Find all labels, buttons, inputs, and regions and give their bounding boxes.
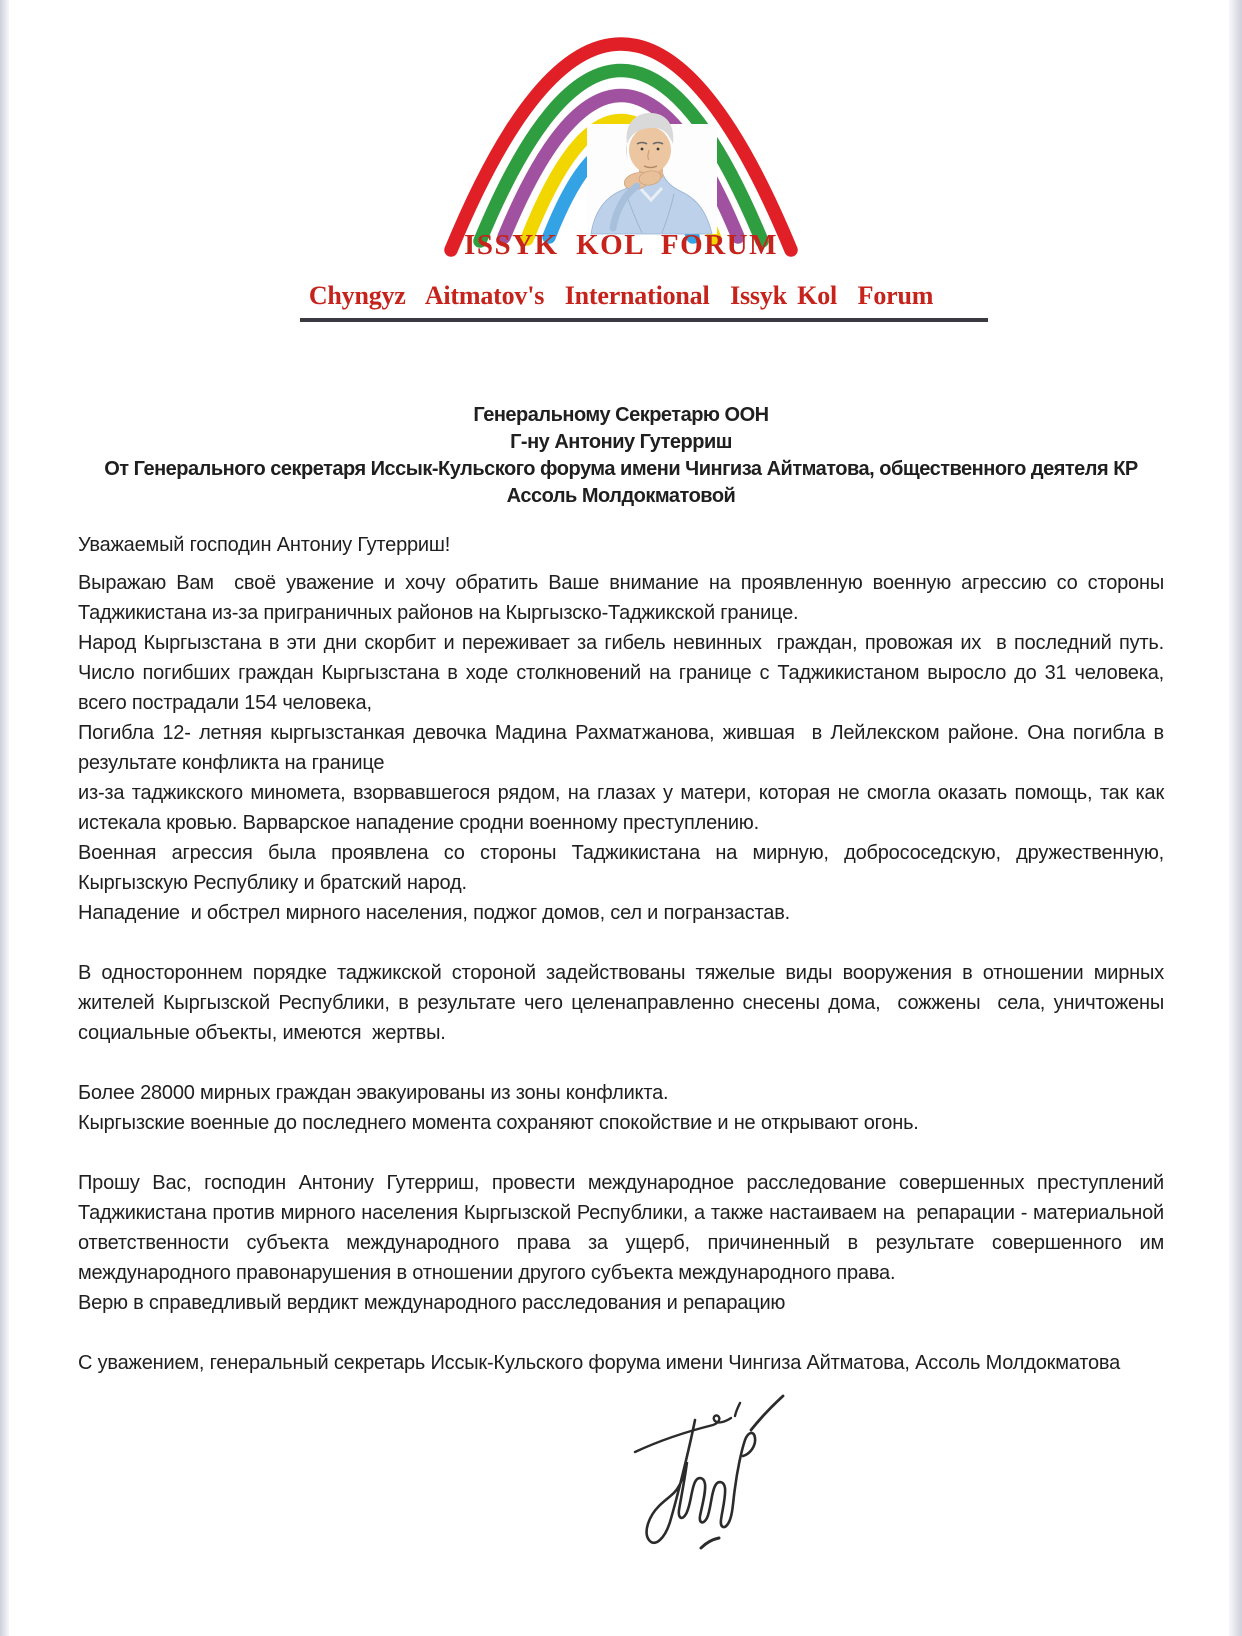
paragraph-block: [78, 1168, 1170, 1318]
recipient-line: Генеральному Секретарю ООН: [473, 404, 769, 426]
letter-content: [0, 402, 1242, 1560]
paragraph-line: Выражаю Вам своё уважение и хочу обратить Ваше внимание на проявленную военную агрессию со стороны Таджикистана из-за приграничных районов на Кыргызско-Таджикской границе.: [78, 572, 1170, 624]
aitmatov-portrait: [587, 113, 717, 234]
paragraph-block: [78, 1078, 1164, 1138]
paragraph-line: Более 28000 мирных граждан эвакуированы из зоны конфликта.: [78, 1082, 669, 1104]
letter-paragraphs: [78, 568, 1170, 1378]
paragraph-line: Кыргызские военные до последнего момента сохраняют спокойствие и не открывают огонь.: [78, 1112, 919, 1134]
paragraph-line: Военная агрессия была проявлена со стороны Таджикистана на мирную, добрососедскую, дружественную, Кыргызскую Республику и братский народ.: [78, 842, 1170, 894]
letterhead-rule: [300, 318, 988, 322]
paragraph-line: Прошу Вас, господин Антониу Гутерриш, провести международное расследование совершенных преступлений Таджикистана против мирного населения Кыргызской Республики, а также настаиваем на репарации - материальной ответственности субъекта международного права за ущерб, причиненный в результате совершенного им международного правонарушения в отношении другого субъекта международного права.: [78, 1172, 1170, 1284]
paragraph-line: Нападение и обстрел мирного населения, поджог домов, сел и погранзастав.: [78, 902, 790, 924]
logo-title: ISSYK KOL FORUM: [464, 229, 778, 261]
recipient-line: Ассоль Молдокматовой: [506, 485, 736, 507]
recipient-line: Г-ну Антониу Гутерриш: [510, 431, 732, 453]
paragraph-line: В одностороннем порядке таджикской стороной задействованы тяжелые виды вооружения в отношении мирных жителей Кыргызской Республики, в результате чего целенаправленно снесены дома, сожжены села, уничтожены социальные объекты, имеются жертвы.: [78, 962, 1170, 1044]
paragraph-block: [78, 958, 1170, 1048]
recipient-block: [78, 402, 1164, 510]
paragraph-line: Погибла 12- летняя кыргызстанкая девочка Мадина Рахматжанова, жившая в Лейлекском районе. Она погибла в результате конфликта на границе: [78, 722, 1170, 774]
greeting-line: Уважаемый господин Антониу Гутерриш!: [78, 534, 451, 556]
handwritten-signature: [613, 1390, 803, 1560]
paragraph-block: [78, 568, 1170, 928]
signature-area: [613, 1390, 803, 1560]
page-edge-right: [1229, 0, 1242, 1636]
logo-subtitle: Chyngyz Aitmatov's International Issyk Kol Forum: [308, 281, 934, 310]
page-edge-left: [0, 0, 9, 1636]
paragraph-line: Верю в справедливый вердикт международного расследования и репарацию: [78, 1292, 786, 1314]
recipient-line: От Генерального секретаря Иссык-Кульского форума имени Чингиза Айтматова, общественного деятеля КР: [104, 458, 1138, 480]
paragraph-line: С уважением, генеральный секретарь Иссык-Кульского форума имени Чингиза Айтматова, Ассоль Молдокматова: [78, 1352, 1121, 1374]
letterhead: [0, 0, 1242, 350]
paragraph-line: Народ Кыргызстана в эти дни скорбит и переживает за гибель невинных граждан, провожая их в последний путь. Число погибших граждан Кыргызстана в ходе столкновений на границе с Таджикистаном выросло до 31 человека, всего пострадали 154 человека,: [78, 632, 1170, 714]
paragraph-block: [78, 1348, 1164, 1378]
paragraph-line: из-за таджикского миномета, взорвавшегося рядом, на глазах у матери, которая не смогла оказать помощь, так как истекала кровью. Варварское нападение сродни военному преступлению.: [78, 782, 1170, 834]
